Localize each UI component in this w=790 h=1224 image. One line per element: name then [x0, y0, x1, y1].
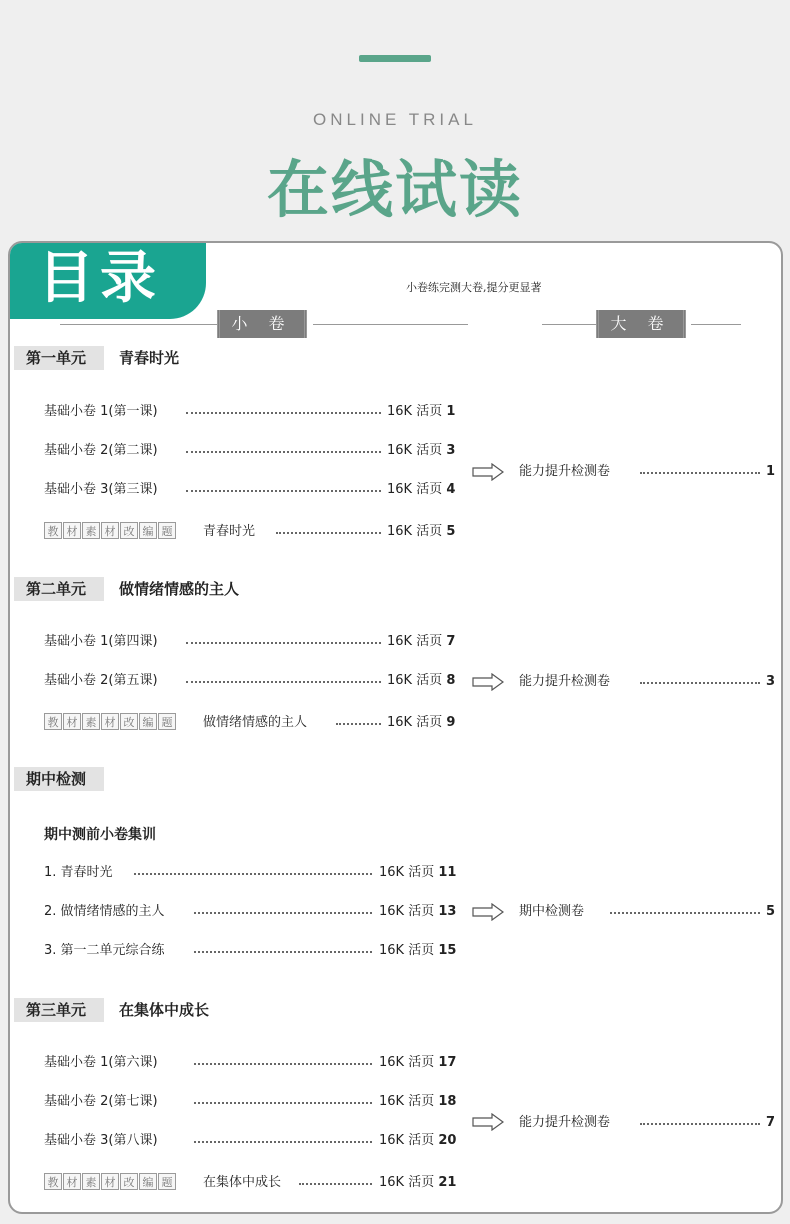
row-page: 16K 活页 11: [379, 865, 457, 880]
row-page: 16K 活页 7: [387, 634, 456, 649]
slogan: 小卷练完测大卷,提分更显著: [406, 281, 542, 294]
row-text: 基础小卷 3(第八课): [44, 1133, 158, 1148]
top-accent-bar: [359, 55, 431, 62]
pill-char: 教: [44, 1173, 62, 1190]
pill-char: 材: [101, 1173, 119, 1190]
toc-row[interactable]: [44, 941, 459, 961]
leader-dots: [194, 951, 372, 953]
row-text: 基础小卷 2(第五课): [44, 673, 158, 688]
leader-dots: [299, 1183, 372, 1185]
divider-line: [313, 324, 468, 325]
pill-char: 编: [139, 1173, 157, 1190]
pill-char: 材: [63, 1173, 81, 1190]
leader-dots: [640, 1123, 760, 1125]
pill-char: 素: [82, 522, 100, 539]
row-text: 基础小卷 3(第三课): [44, 482, 158, 497]
pill-char: 材: [63, 713, 81, 730]
row-page: 7: [766, 1115, 776, 1130]
big-paper-row[interactable]: [519, 1113, 774, 1133]
toc-row[interactable]: [44, 522, 459, 542]
chinese-title: 在线试读: [266, 153, 523, 226]
leader-dots: [186, 451, 381, 453]
small-paper-header: 小 卷: [217, 310, 307, 338]
row-page: 16K 活页 15: [379, 943, 457, 958]
toc-row[interactable]: [44, 1053, 459, 1073]
pill-char: 材: [63, 522, 81, 539]
row-text: 基础小卷 2(第七课): [44, 1094, 158, 1109]
section-subhead: 期中测前小卷集训: [44, 827, 156, 843]
leader-dots: [186, 490, 381, 492]
unit-tag: 期中检测: [14, 767, 104, 791]
pill-char: 题: [158, 522, 176, 539]
unit-title: 在集体中成长: [119, 1001, 210, 1019]
row-text: 1. 青春时光: [44, 865, 113, 880]
leader-dots: [610, 912, 760, 914]
big-paper-row[interactable]: [519, 462, 774, 482]
arrow-right-icon: [472, 903, 504, 921]
toc-row[interactable]: [44, 1131, 459, 1151]
big-paper-row[interactable]: [519, 902, 774, 922]
row-text: 能力提升检测卷: [519, 674, 611, 689]
divider-line: [542, 324, 596, 325]
pill-char: 材: [101, 522, 119, 539]
row-page: 5: [766, 904, 776, 919]
unit-title: 做情绪情感的主人: [119, 580, 240, 598]
pill-group: [44, 713, 177, 733]
pill-char: 改: [120, 1173, 138, 1190]
row-page: 16K 活页 3: [387, 443, 456, 458]
pill-char: 素: [82, 713, 100, 730]
leader-dots: [194, 1063, 372, 1065]
pill-group: [44, 1173, 177, 1193]
toc-row[interactable]: [44, 402, 459, 422]
big-paper-row[interactable]: [519, 672, 774, 692]
row-page: 16K 活页 5: [387, 524, 456, 539]
arrow-right-icon: [472, 463, 504, 481]
row-page: 16K 活页 18: [379, 1094, 457, 1109]
row-page: 16K 活页 17: [379, 1055, 457, 1070]
toc-row[interactable]: [44, 480, 459, 500]
row-page: 16K 活页 1: [387, 404, 456, 419]
row-text: 3. 第一二单元综合练: [44, 943, 165, 958]
pill-char: 改: [120, 713, 138, 730]
row-text: 基础小卷 1(第一课): [44, 404, 158, 419]
toc-row[interactable]: [44, 632, 459, 652]
english-title: ONLINE TRIAL: [313, 110, 477, 129]
leader-dots: [186, 681, 381, 683]
leader-dots: [336, 723, 381, 725]
toc-banner: 目录: [10, 243, 206, 319]
row-text: 基础小卷 2(第二课): [44, 443, 158, 458]
toc-card: [8, 241, 783, 1214]
row-text: 基础小卷 1(第四课): [44, 634, 158, 649]
row-text: 基础小卷 1(第六课): [44, 1055, 158, 1070]
toc-row[interactable]: [44, 671, 459, 691]
toc-row[interactable]: [44, 1092, 459, 1112]
row-text: 2. 做情绪情感的主人: [44, 904, 165, 919]
unit-title: 青春时光: [119, 349, 180, 367]
row-page: 16K 活页 9: [387, 715, 456, 730]
unit-tag: 第一单元: [14, 346, 104, 370]
row-page: 16K 活页 8: [387, 673, 456, 688]
row-page: 16K 活页 4: [387, 482, 456, 497]
row-text: 青春时光: [203, 524, 256, 539]
leader-dots: [194, 1102, 372, 1104]
pill-char: 改: [120, 522, 138, 539]
row-page: 1: [766, 464, 776, 479]
row-page: 16K 活页 21: [379, 1175, 457, 1190]
leader-dots: [640, 472, 760, 474]
pill-char: 编: [139, 522, 157, 539]
row-page: 3: [766, 674, 776, 689]
unit-tag: 第三单元: [14, 998, 104, 1022]
divider-line: [60, 324, 217, 325]
pill-char: 教: [44, 522, 62, 539]
big-paper-header: 大 卷: [596, 310, 686, 338]
pill-char: 题: [158, 1173, 176, 1190]
divider-line: [691, 324, 741, 325]
row-text: 能力提升检测卷: [519, 464, 611, 479]
leader-dots: [276, 532, 381, 534]
row-text: 在集体中成长: [203, 1175, 282, 1190]
toc-row[interactable]: [44, 713, 459, 733]
row-text: 能力提升检测卷: [519, 1115, 611, 1130]
leader-dots: [194, 912, 372, 914]
pill-char: 素: [82, 1173, 100, 1190]
toc-row[interactable]: [44, 863, 459, 883]
toc-row[interactable]: [44, 902, 459, 922]
row-text: 期中检测卷: [519, 904, 585, 919]
pill-group: [44, 522, 177, 542]
row-page: 16K 活页 13: [379, 904, 457, 919]
leader-dots: [186, 642, 381, 644]
row-page: 16K 活页 20: [379, 1133, 457, 1148]
arrow-right-icon: [472, 673, 504, 691]
leader-dots: [640, 682, 760, 684]
leader-dots: [134, 873, 372, 875]
leader-dots: [186, 412, 381, 414]
toc-row[interactable]: [44, 1173, 459, 1193]
leader-dots: [194, 1141, 372, 1143]
unit-tag: 第二单元: [14, 577, 104, 601]
pill-char: 题: [158, 713, 176, 730]
pill-char: 教: [44, 713, 62, 730]
pill-char: 编: [139, 713, 157, 730]
arrow-right-icon: [472, 1113, 504, 1131]
row-text: 做情绪情感的主人: [203, 715, 308, 730]
pill-char: 材: [101, 713, 119, 730]
toc-row[interactable]: [44, 441, 459, 461]
